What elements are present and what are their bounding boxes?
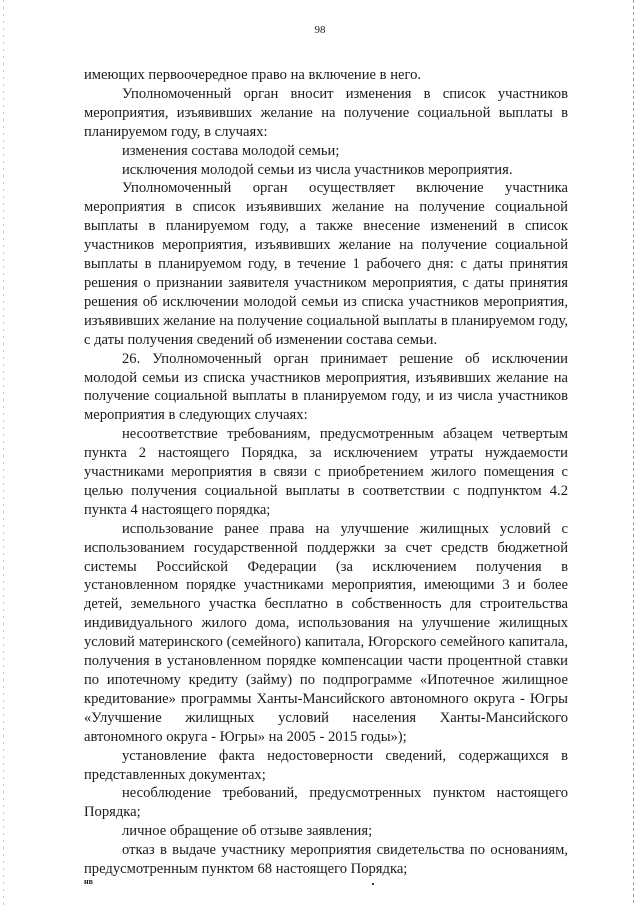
scan-edge-right xyxy=(633,0,634,905)
scan-edge-left xyxy=(3,0,4,905)
document-body xyxy=(84,66,568,879)
paragraph: установление факта недостоверности сведений, содержащихся в представленных документах; xyxy=(84,747,568,783)
paragraph: 26. Уполномоченный орган принимает решение об исключении молодой семьи из списка участников мероприятия, изъявивших желание на получение социальной выплаты в планируемом году, и из числа участников мероприятия в следующих случаях: xyxy=(84,350,568,424)
paragraph: несоответствие требованиям, предусмотренным абзацем четвертым пункта 2 настоящего Порядка, за исключением утраты нуждаемости участниками мероприятия в связи с приобретением жилого помещения с целью получения социальной выплаты в соответствии с подпунктом 4.2 пункта 4 настоящего порядка; xyxy=(84,426,568,518)
page-number: 98 xyxy=(314,24,326,36)
paragraph: изменения состава молодой семьи; xyxy=(122,142,340,159)
paragraph: отказ в выдаче участнику мероприятия свидетельства по основаниям, предусмотренным пунктом 68 настоящего Порядка; xyxy=(84,842,568,878)
paragraph: Уполномоченный орган вносит изменения в список участников мероприятия, изъявивших желание на получение социальной выплаты в планируемом году, в случаях: xyxy=(84,85,568,140)
paragraph: личное обращение об отзыве заявления; xyxy=(122,823,373,840)
footer-mark: нв xyxy=(84,877,93,886)
paragraph: использование ранее права на улучшение жилищных условий с использованием государственной поддержки за счет средств бюджетной системы Российской Федерации (за исключением получения в установленном порядке участниками мероприятия, имеющими 3 и более детей, земельного участка бесплатно в собственность для строительства индивидуального жилого дома, использования на улучшение жилищных условий материнского (семейного) капитала, Югорского семейного капитала, получения в установленном порядке компенсации части процентной ставки по ипотечному кредиту (займу) по подпрограмме «Ипотечное жилищное кредитование» программы Ханты-Мансийского автономного округа - Югры «Улучшение жилищных условий населения Ханты-Мансийского автономного округа - Югры» на 2005 - 2015 годы»); xyxy=(84,520,568,745)
paragraph: имеющих первоочередное право на включение в него. xyxy=(84,67,422,83)
paragraph: исключения молодой семьи из числа участников мероприятия. xyxy=(122,161,513,178)
scan-speck xyxy=(372,883,374,885)
paragraph: несоблюдение требований, предусмотренных пунктом настоящего Порядка; xyxy=(84,785,568,821)
paragraph: Уполномоченный орган осуществляет включение участника мероприятия в список изъявивших желание на получение социальной выплаты в планируемом году, а также внесение изменений в список участников мероприятия, изъявивших желание на получение социальной выплаты в планируемом году, в течение 1 рабочего дня: с даты принятия решения о признании заявителя участником мероприятия, с даты принятия решения об исключении молодой семьи из списка участников мероприятия, изъявивших желание на получение социальной выплаты в планируемом году, с даты получения сведений об изменении состава семьи. xyxy=(84,180,568,348)
